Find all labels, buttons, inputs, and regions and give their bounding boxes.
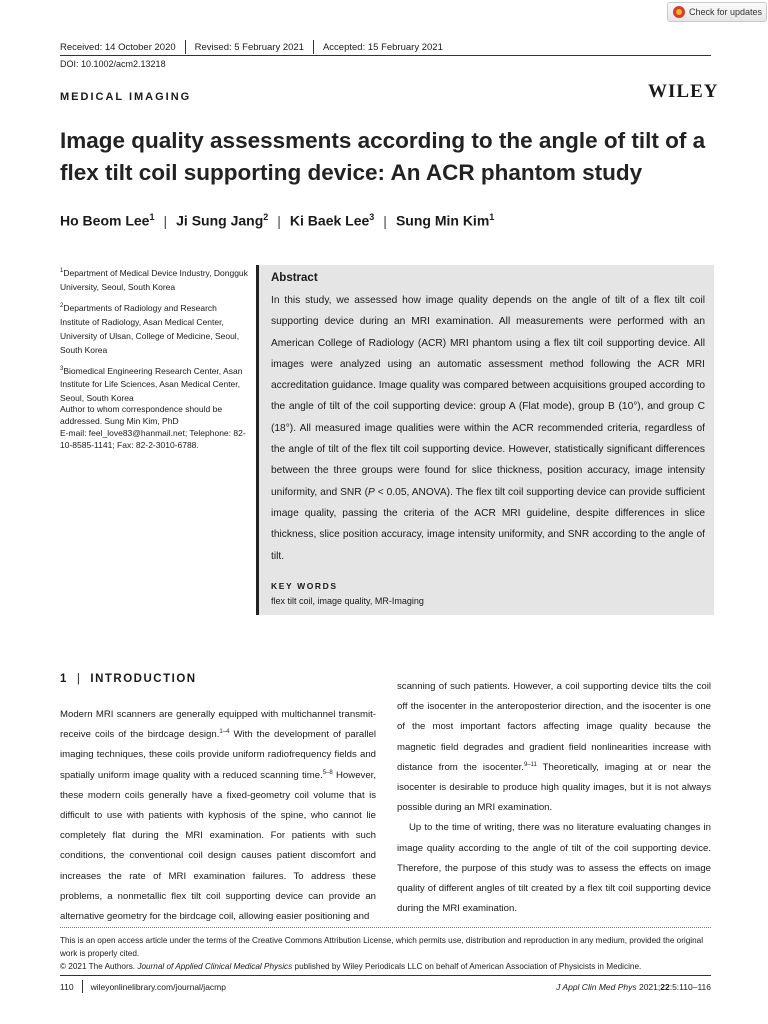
check-for-updates-button[interactable] [667, 2, 767, 22]
section-heading-introduction: 1 | INTRODUCTION [60, 673, 197, 685]
divider [185, 40, 186, 54]
article-title: Image quality assessments according to the angle of tilt of a flex tilt coil supporting device: An ACR phantom study [60, 128, 706, 185]
author-separator: | [163, 212, 168, 229]
journal-reference: J Appl Clin Med Phys 2021;22:5:110–116 [556, 981, 711, 992]
citation[interactable]: 1–4 [219, 729, 230, 736]
header-rule [60, 55, 711, 56]
citation[interactable]: 9–11 [523, 761, 537, 768]
publisher-logo: WILEY [648, 81, 719, 102]
abstract-text: In this study, we assessed how image quality depends on the angle of tilt of a flex tilt coil supporting device during an MRI examination. All measurements were performed with an American College of Radiology (ACR) MRI phantom using a flex tilt coil supporting device. All images were analyzed using an automatic assessment method following the ACR MRI accreditation guidance. Image quality was compared between acquisitions grouped according to the angle of tilt of the coil supporting device: group A (Flat mode), group B (10°), and group C (18°). All measured image qualities were within the ACR recommended criteria, regardless of the angle of tilt of the flex tilt coil supporting device. However, statistically significant differences between the three groups were found for slice thickness, position accuracy, image intensity uniformity, and SNR (P < 0.05, ANOVA). The flex tilt coil supporting device can provide sufficient image quality, passing the criteria of the ACR MRI guideline, despite differences in slice thickness, slice position accuracy, image intensity uniformity, and SNR according to the angle of tilt. [271, 295, 705, 562]
citation[interactable]: 5–8 [322, 769, 333, 776]
author-separator: | [383, 212, 387, 229]
author-separator: | [277, 212, 281, 229]
section-label: MEDICAL IMAGING [60, 91, 192, 103]
paragraph: Modern MRI scanners are generally equipped with multichannel transmit-receive coils of the birdcage design.$^{1-4}$ With the development of parallel imaging techniques, these coils provide uniform radiofrequency fields and spatially uniform image quality with a reduced scanning time.$^{5-8}$ However, these modern coils generally have a fixed-geometry coil volume that is difficult to use with patients with kyphosis of the spine, who cannot lie completely flat during the MRI examination. For patients with such conditions, the conventional coil design causes patient discomfort and increases the rate of MRI examination failures. To address these problems, a nonmetallic flex tilt coil supporting device can provide an alternative geometry for the birdcage coil, allowing easier positioning and [60, 709, 376, 923]
correspondence-contact: E-mail: feel_love83@hanmail.net; Telephone: 82-10-8585-1141; Fax: 82-2-3010-6788. [60, 428, 246, 450]
body-column-right [397, 677, 711, 919]
license-notice: This is an open access article under the terms of the Creative Commons Attribution License, which permits use, distribution and reproduction in any medium, provided the original work is properly cited. © 2021 The Authors. Journal of Applied Clinical Medical Physics published by Wiley Periodicals LLC on behalf of American Association of Physicists in Medicine. [60, 936, 704, 971]
body-column-left [60, 705, 376, 927]
affiliations [60, 264, 248, 410]
footnote-rule [60, 927, 711, 928]
paragraph: Up to the time of writing, there was no literature evaluating changes in image quality according to the angle of tilt of the coil supporting device. Therefore, the purpose of this study was to assess the effects on image quality of different angles of tilt created by a flex tilt coil supporting device during the MRI examination. [397, 822, 711, 915]
author-list [60, 212, 494, 229]
abstract-heading: Abstract [271, 272, 318, 284]
received-date: Received: 14 October 2020 [60, 41, 176, 53]
divider [82, 980, 83, 993]
journal-url[interactable]: wileyonlinelibrary.com/journal/jacmp [90, 981, 226, 992]
crossmark-icon [673, 6, 685, 18]
keywords-heading: KEY WORDS [271, 581, 338, 591]
accepted-date: Accepted: 15 February 2021 [322, 41, 443, 53]
correspondence [60, 403, 250, 451]
author[interactable]: Ho Beom Lee$^1$ [60, 212, 155, 229]
affiliation: $^2$Departments of Radiology and Research Institute of Radiology, Asan Medical Center, University of Ulsan, College of Medicine, Seoul, South Korea [60, 302, 240, 355]
paragraph: scanning of such patients. However, a coil supporting device tilts the coil off the isocenter in the anteroposterior direction, and the isocenter is one of the most important factors affecting image quality because the magnetic field degrades and gradient field nonlinearities increase with distance from the isocenter.$^{9-11}$ Theoretically, imaging at or near the isocenter is desirable to produce high quality images, but it is not always possible during an MRI examination. [397, 681, 711, 814]
revised-date: Revised: 5 February 2021 [194, 41, 304, 53]
author[interactable]: Ji Sung Jang$^2$ [176, 212, 269, 229]
affiliation: $^1$Department of Medical Device Industry, Dongguk University, Seoul, South Korea [60, 267, 248, 292]
article-dates [60, 40, 443, 54]
author[interactable]: Ki Baek Lee$^3$ [289, 212, 375, 229]
page-number: 110 [60, 981, 74, 992]
affiliation: $^3$Biomedical Engineering Research Center, Asan Institute for Life Sciences, Asan Medical Center, Seoul, South Korea [60, 365, 243, 404]
page-footer [60, 980, 711, 993]
author[interactable]: Sung Min Kim$^1$ [395, 212, 495, 229]
doi[interactable]: DOI: 10.1002/acm2.13218 [60, 59, 166, 69]
divider [313, 40, 314, 54]
check-for-updates-label: Check for updates [689, 7, 763, 17]
keywords: flex tilt coil, image quality, MR-Imaging [271, 596, 424, 606]
footer-rule [60, 975, 711, 976]
correspondence-author: Author to whom correspondence should be addressed. Sung Min Kim, PhD [60, 404, 223, 426]
